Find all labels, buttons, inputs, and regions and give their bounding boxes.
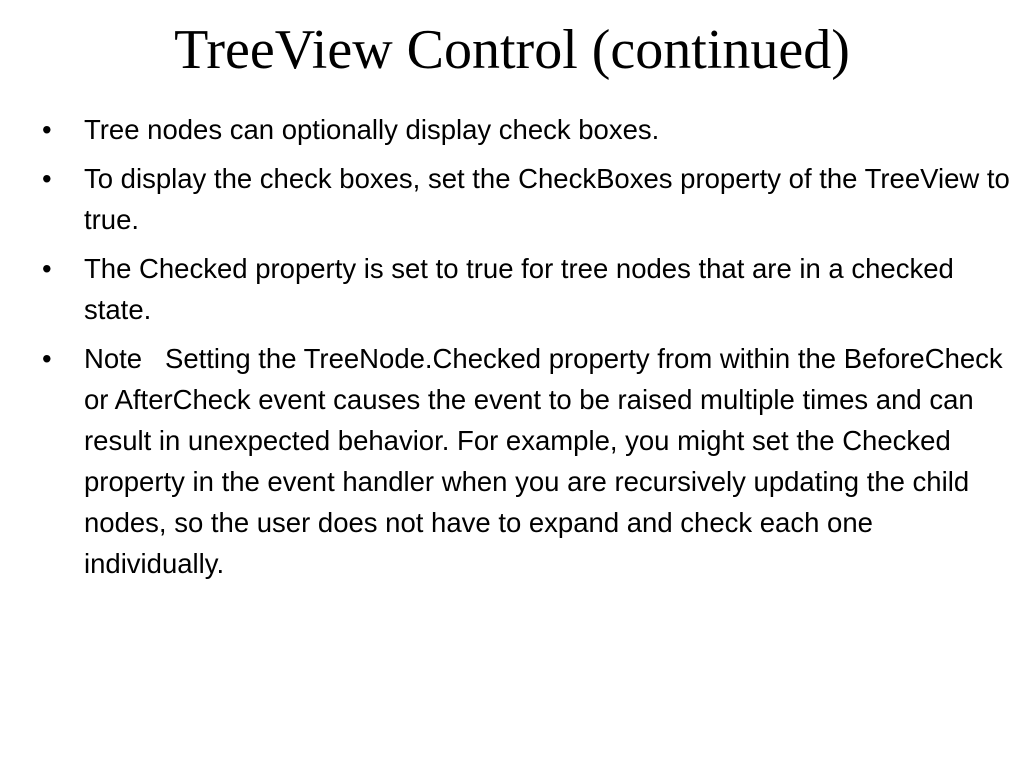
bullet-icon: • xyxy=(42,163,52,194)
bullet-icon: • xyxy=(42,343,52,374)
bullet-icon: • xyxy=(42,253,52,284)
bullet-item xyxy=(40,338,1010,584)
bullet-item xyxy=(40,158,1018,240)
bullet-icon: • xyxy=(42,114,52,145)
bullet-item xyxy=(40,109,1010,150)
bullet-list xyxy=(40,109,1018,592)
bullet-text: Tree nodes can optionally display check boxes. xyxy=(84,114,660,145)
bullet-item xyxy=(40,248,1010,330)
bullet-text: Note Setting the TreeNode.Checked property from within the BeforeCheck or AfterCheck event causes the event to be raised multiple times and can result in unexpected behavior. For example, you might set the Checked property in the event handler when you are recursively updating the child nodes, so the user does not have to expand and check each one individually. xyxy=(84,343,1011,579)
bullet-text: The Checked property is set to true for tree nodes that are in a checked state. xyxy=(84,253,962,325)
slide-title: TreeView Control (continued) xyxy=(174,19,850,81)
bullet-text: To display the check boxes, set the CheckBoxes property of the TreeView to true. xyxy=(84,163,1018,235)
